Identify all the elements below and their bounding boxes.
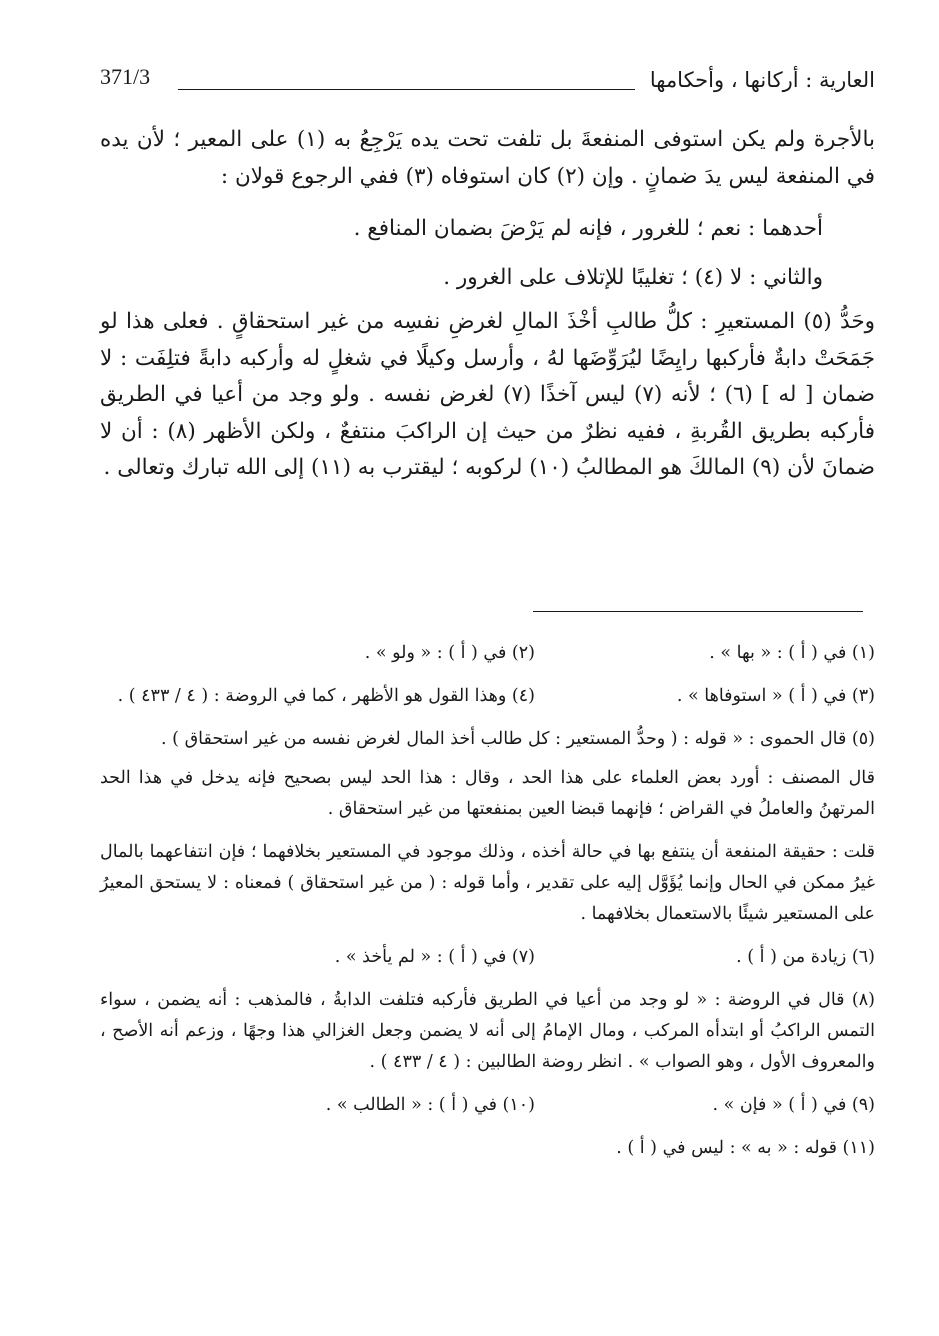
paragraph-3: والثاني : لا (٤) ؛ تغليبًا للإتلاف على الغرور . [443,264,823,290]
page-number: 371/3 [100,64,151,89]
paragraph-4: وحَدُّ (٥) المستعيرِ : كلُّ طالبِ أخْذَ المالِ لغرضِ نفسِه من غير استحقاقٍ . فعلى هذا لو جَمَحَتْ دابةٌ فأركبها رايِضًا ليُرَوِّضَها لهُ ، وأرسل وكيلًا في شغلٍ له وأركبه دابةً فتلِفَت : لا ضمان [ له ] (٦) ؛ لأنه (٧) ليس آخذًا (٧) لغرض نفسه . ولو وجد من أعيا في الطريق فأركبه بطريق القُربةِ ، ففيه نظرٌ من حيث إن الراكبَ منتفعٌ ، ولكن الأظهر (٨) : أن لا ضمانَ لأن (٩) المالكَ هو المطالبُ (١٠) لركوبه ؛ ليقترب به (١١) إلى الله تبارك وتعالى . [100,309,876,480]
footnote-5-comment: قلت : حقيقة المنفعة أن ينتفع بها في حالة أخذه ، وذلك موجود في المستعير بخلافهما ؛ فإن انتفاعهما بالمال غيرُ ممكن في الحال وإنما يُؤَوَّل إليه على تقدير ، وأما قوله : ( من غير استحقاق ) فمعناه : لا يستحق المعيرُ على المستعير شيئًا بالاستعمال بخلافهما . [100,842,875,924]
footnote-row [100,942,875,973]
running-title: العارية : أركانها ، وأحكامها [649,68,875,92]
footnote-6: (٦) زيادة من ( أ ) . [736,947,875,967]
footnote-10: (١٠) في ( أ ) : « الطالب » . [325,1095,535,1115]
header-rule [178,89,635,90]
footnote-1: (١) في ( أ ) : « بها » . [709,643,875,663]
paragraph-1: بالأجرة ولم يكن استوفى المنفعةَ بل تلفت تحت يده يَرْجِعُ به (١) على المعير ؛ لأن يده في المنفعة ليس يدَ ضمانٍ . وإن (٢) كان استوفاه (٣) ففي الرجوع قولان : [100,127,875,189]
footnote-divider [533,611,863,612]
footnotes [100,638,875,1176]
footnote-4: (٤) وهذا القول هو الأظهر ، كما في الروضة : ( ٤ / ٤٣٣ ) . [117,686,535,706]
footnote-8: (٨) قال في الروضة : « لو وجد من أعيا في الطريق فأركبه فتلفت الدابةُ ، فالمذهب : أنه يضمن ، سواء التمس الراكبُ أو ابتدأه المركب ، ومال الإمامُ إلى أنه لا يضمن وجعل الغزالي هذا وجهًا ، وزعم أنه الأصح ، والمعروف الأول ، وهو الصواب » . انظر روضة الطالبين : ( ٤ / ٤٣٣ ) . [100,990,875,1072]
page-header [100,62,875,102]
footnote-9: (٩) في ( أ ) « فإن » . [712,1095,875,1115]
footnote-row [100,681,875,712]
footnote-11: (١١) قوله : « به » : ليس في ( أ ) . [616,1138,875,1158]
footnote-2: (٢) في ( أ ) : « ولو » . [364,643,535,663]
footnote-3: (٣) في ( أ ) « استوفاها » . [676,686,875,706]
main-text [100,122,875,487]
footnote-5: (٥) قال الحموى : « قوله : ( وحدُّ المستعير : كل طالب أخذ المال لغرض نفسه من غير استحقاق ) . [161,729,875,749]
footnote-row [100,1090,875,1121]
footnote-5-continued: قال المصنف : أورد بعض العلماء على هذا الحد ، وقال : هذا الحد ليس بصحيح فإنه يدخل في هذا الحد المرتهنُ والعاملُ في القراض ؛ فإنهما قبضا العين بمنفعتها من غير استحقاق . [100,768,875,819]
footnote-7: (٧) في ( أ ) : « لم يأخذ » . [334,947,535,967]
paragraph-2: أحدهما : نعم ؛ للغرور ، فإنه لم يَرْضَ بضمان المنافع . [353,216,823,241]
footnote-row [100,638,875,669]
